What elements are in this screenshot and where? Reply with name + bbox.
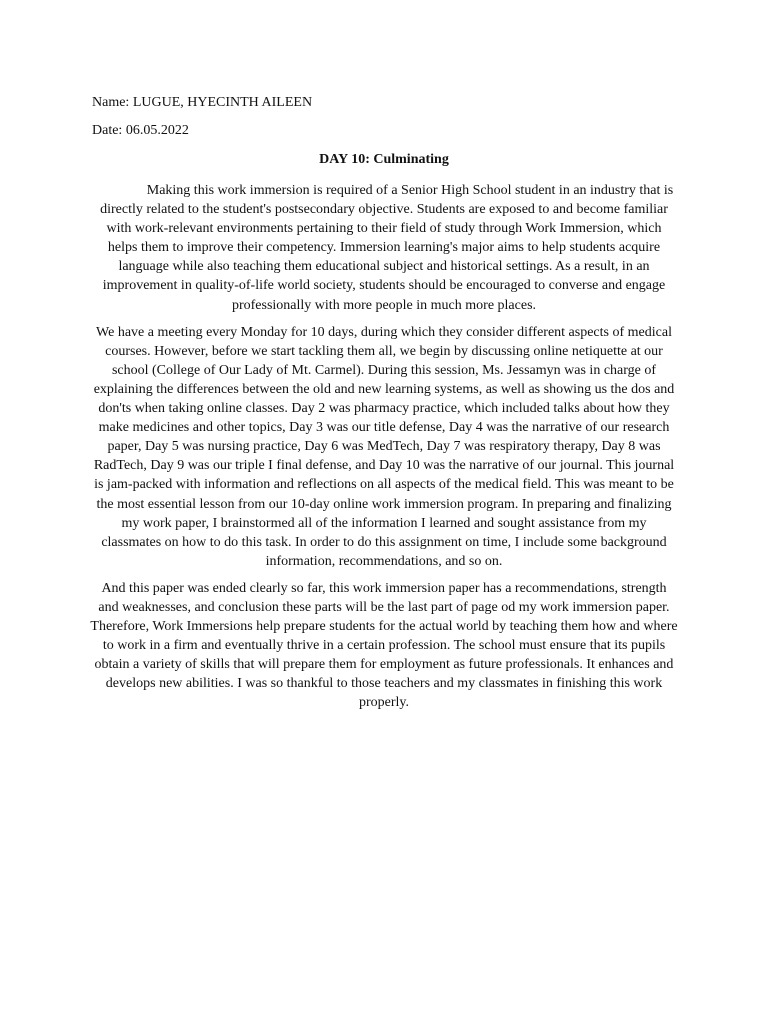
paragraph-intro: Making this work immersion is required of a Senior High School student in an industry that is directly related to the student's postsecondary objective. Students are exposed to and become familiar with work-relevant environments pertaining to their field of study through Work Immersion, which helps them to improve their competency. Immersion learning's major aims to help students acquire language while also teaching them educational subject and historical settings. As a result, in an improvement in quality-of-life world society, students should be encouraged to converse and engage professionally with more people in much more places. xyxy=(100,183,674,313)
document-date: Date: 06.05.2022 xyxy=(92,123,189,138)
document-title: DAY 10: Culminating xyxy=(319,152,449,167)
paragraph-conclusion: And this paper was ended clearly so far, this work immersion paper has a recommendations, strength and weaknesses, and conclusion these parts will be the last part of page od my work immersion paper. Therefore, Work Immersions help prepare students for the actual world by teaching them how and where to work in a firm and eventually thrive in a certain profession. The school must ensure that its pupils obtain a variety of skills that will prepare them for employment as future professionals. It enhances and develops new abilities. I was so thankful to those teachers and my classmates in finishing this work properly. xyxy=(90,580,678,711)
paragraph-schedule: We have a meeting every Monday for 10 days, during which they consider different aspects of medical courses. However, before we start tackling them all, we begin by discussing online netiquette at our school (College of Our Lady of Mt. Carmel). During this session, Ms. Jessamyn was in charge of explaining the differences between the old and new learning systems, as well as showing us the dos and don'ts when taking online classes. Day 2 was pharmacy practice, which included talks about how they make medicines and other topics, Day 3 was our title defense, Day 4 was the narrative of our research paper, Day 5 was nursing practice, Day 6 was MedTech, Day 7 was respiratory therapy, Day 8 was RadTech, Day 9 was our triple I final defense, and Day 10 was the narrative of our journal. This journal is jam-packed with information and reflections on all aspects of the medical field. This was meant to be the most essential lesson from our 10-day online work immersion program. In preparing and finalizing my work paper, I brainstormed all of the information I learned and sought assistance from my classmates on how to do this task. In order to do this assignment on time, I include some background information, recommendations, and so on. xyxy=(93,324,675,569)
student-name: Name: LUGUE, HYECINTH AILEEN xyxy=(92,95,313,110)
document-body xyxy=(90,181,678,721)
